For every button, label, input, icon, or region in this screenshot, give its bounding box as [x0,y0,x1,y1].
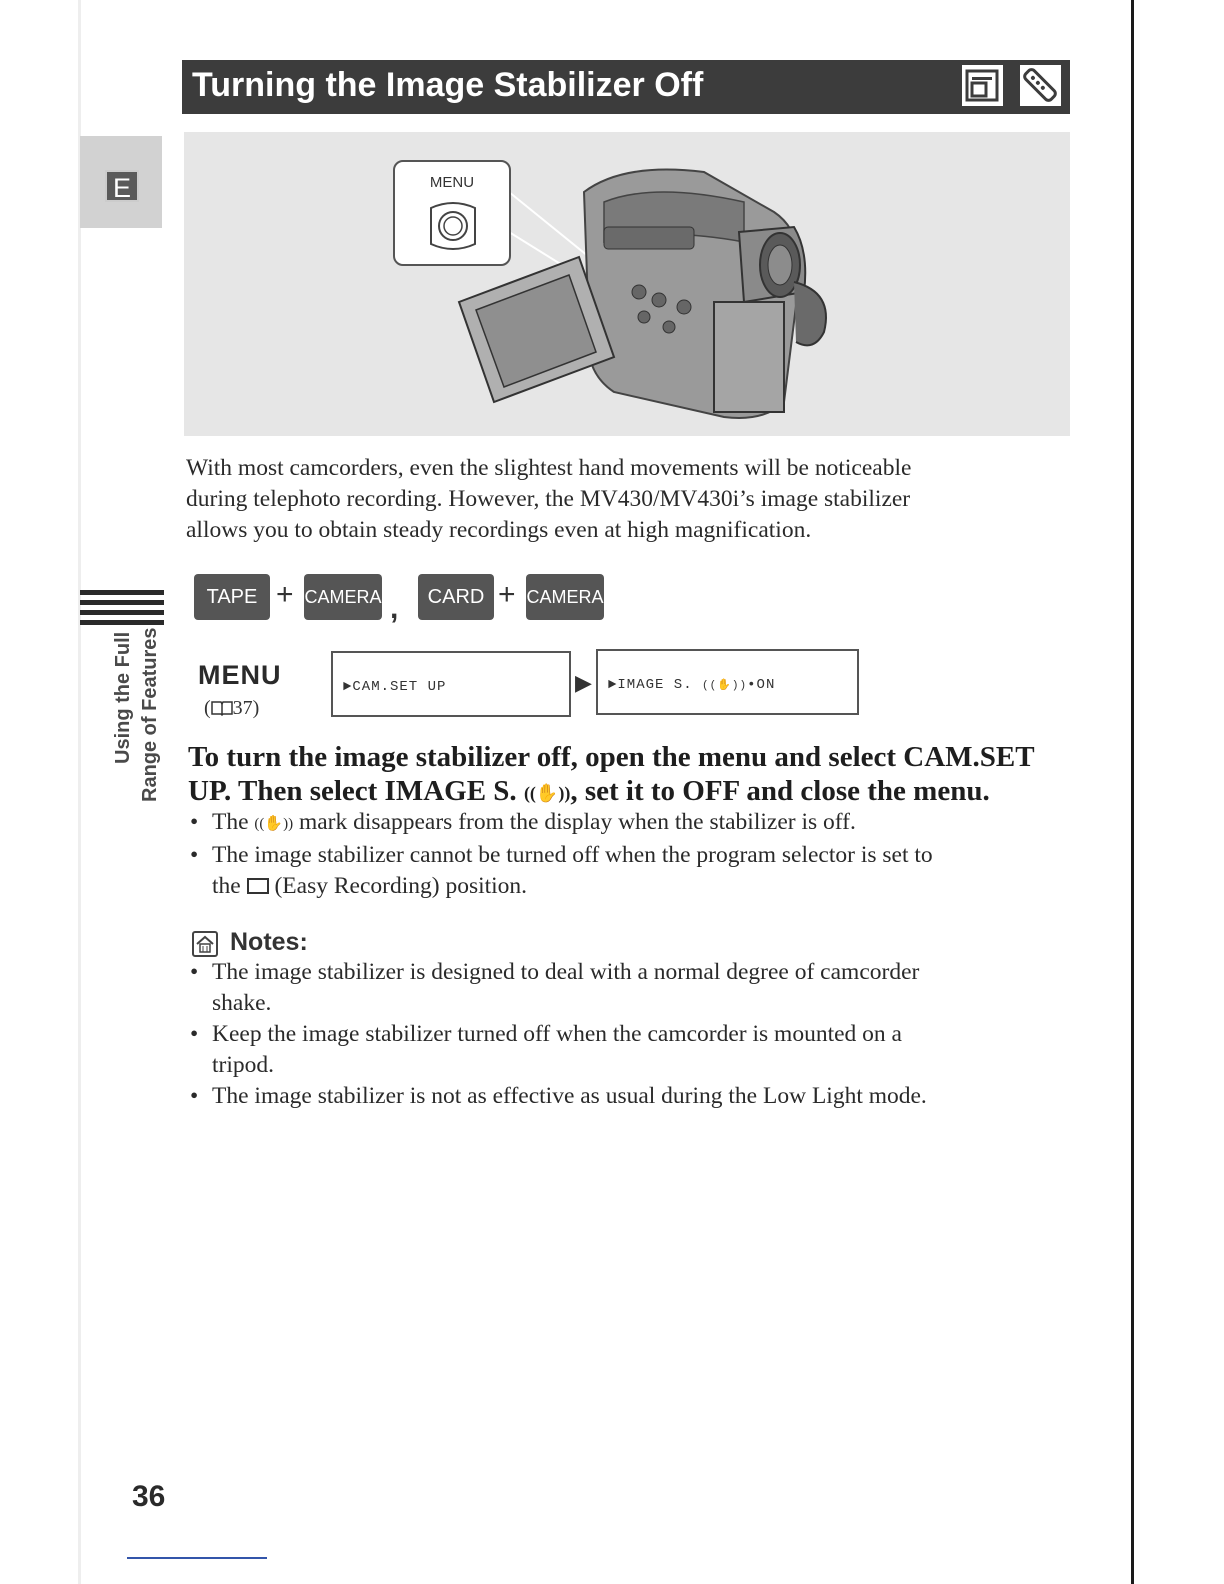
page-number: 36 [132,1480,166,1513]
instruction-line: To turn the image stabilizer off, open the menu and select CAM.SET [188,741,1035,773]
menu-page-reference: ( 37) [204,697,260,719]
language-tab-letter: E [105,170,139,202]
instruction-bullets [190,807,1070,902]
bottom-rule [127,1557,267,1559]
intro-line: With most camcorders, even the slightest hand movements will be noticeable [186,455,912,481]
tape-mode-badge: TAPE [194,574,270,620]
plus-sign: + [498,578,516,611]
book-icon [211,700,233,716]
camera-mode-badge: CAMERA [526,574,604,620]
list-item: • The image stabilizer is not as effective as usual during the Low Light mode. [190,1081,1070,1112]
menu-step-image-s: ►IMAGE S. ((✋))•ON [596,649,859,715]
list-item: • The image stabilizer cannot be turned off when the program selector is set to the (Easy Recording) position. [190,840,1070,902]
list-item: • The ((✋)) mark disappears from the display when the stabilizer is off. [190,807,1070,840]
menu-label: MENU [198,660,282,690]
page-title: Turning the Image Stabilizer Off [192,66,704,104]
camera-mode-badge: CAMERA [304,574,382,620]
intro-line: during telephoto recording. However, the MV430/MV430i’s image stabilizer [186,486,911,512]
card-mode-icon [960,63,1005,108]
remote-control-icon [1018,63,1063,108]
notes-heading: Notes: [230,928,308,956]
next-step-arrow-icon: ▶ [575,671,592,696]
notes-icon [192,931,218,957]
card-mode-badge: CARD [418,574,494,620]
side-label-line1: Using the Full [112,631,134,764]
intro-paragraph [186,453,1066,546]
main-instruction [188,740,1068,810]
side-label-line2: Range of Features [139,627,161,802]
list-item: • The image stabilizer is designed to deal with a normal degree of camcorder shake. [190,957,1070,1019]
callout-menu-label: MENU [429,174,475,191]
menu-button-icon [425,198,481,254]
menu-step-cam-set-up: ►CAM.SET UP [331,651,571,717]
camcorder-illustration [184,132,1070,436]
instruction-line: UP. Then select IMAGE S. ((✋)), set it to OFF and close the menu. [188,774,1068,810]
right-edge-rule [1131,0,1134,1584]
section-marker-bars [80,590,164,630]
notes-list [190,957,1070,1112]
left-margin-band [78,0,81,1584]
comma-separator: , [390,592,399,625]
plus-sign: + [276,578,294,611]
list-item: • Keep the image stabilizer turned off when the camcorder is mounted on a tripod. [190,1019,1070,1081]
stabilizer-icon: ((✋)) [523,783,571,803]
easy-recording-icon [247,878,269,894]
stabilizer-icon: ((✋)) [254,816,294,832]
menu-button-callout [393,160,511,266]
intro-line: allows you to obtain steady recordings even at high magnification. [186,517,812,543]
stabilizer-icon: ((✋)) [702,680,748,692]
